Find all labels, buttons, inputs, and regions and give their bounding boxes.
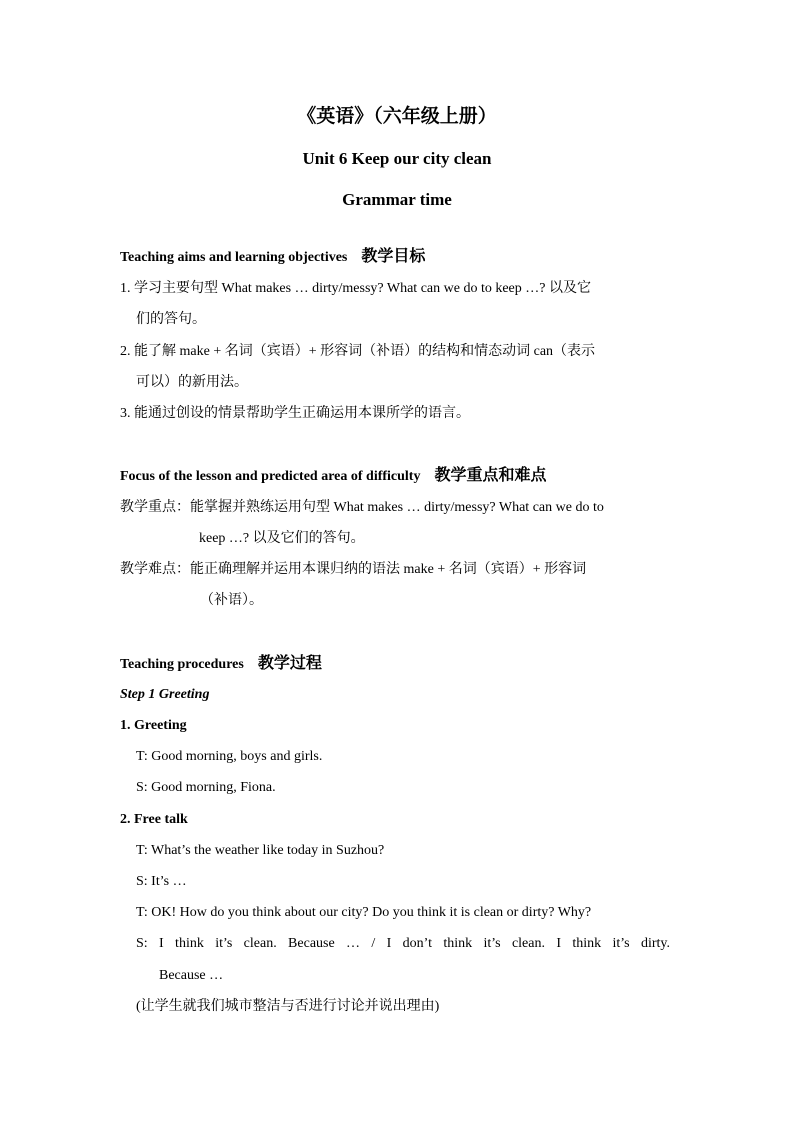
lesson-subtitle: Grammar time (342, 190, 452, 209)
sub-heading-free-talk: 2. Free talk (120, 812, 188, 827)
free-talk-student-line-2: S: I think it’s clean. Because … / I don’t think it’s clean. I think it’s dirty. (136, 936, 670, 951)
step-1-heading: Step 1 Greeting (120, 687, 210, 702)
aims-item-3: 3. 能通过创设的情景帮助学生正确运用本课所学的语言。 (120, 406, 470, 421)
discussion-note: (让学生就我们城市整洁与否进行讨论并说出理由) (136, 999, 440, 1014)
aims-heading-cn: 教学目标 (361, 248, 426, 265)
aims-item-2-line-2: 可以）的新用法。 (136, 375, 248, 390)
sub-heading-greeting: 1. Greeting (120, 718, 187, 733)
focus-heading (120, 466, 547, 487)
procedures-heading-cn: 教学过程 (257, 655, 322, 672)
focus-difficulty-line-1: 教学难点：能正确理解并运用本课归纳的语法 make + 名词（宾语）+ 形容词 (120, 562, 587, 577)
aims-heading (120, 247, 425, 268)
focus-heading-en: Focus of the lesson and predicted area of difficulty (120, 469, 421, 484)
aims-item-2-line-1: 2. 能了解 make + 名词（宾语）+ 形容词（补语）的结构和情态动词 can（表示 (120, 344, 596, 359)
aims-item-1-line-2: 们的答句。 (136, 312, 206, 327)
procedures-heading (120, 654, 322, 675)
procedures-heading-en: Teaching procedures (120, 657, 244, 672)
focus-key-line-2: keep …? 以及它们的答句。 (199, 531, 365, 546)
greeting-student-line: S: Good morning, Fiona. (136, 780, 276, 795)
focus-key-line-1: 教学重点：能掌握并熟练运用句型 What makes … dirty/messy? What can we do to (120, 500, 604, 515)
free-talk-teacher-line-1: T: What’s the weather like today in Suzhou? (136, 843, 385, 858)
document-title: 《英语》（六年级上册） (297, 106, 497, 127)
aims-heading-en: Teaching aims and learning objectives (120, 250, 348, 265)
aims-item-1-line-1: 1. 学习主要句型 What makes … dirty/messy? What can we do to keep …? 以及它 (120, 281, 591, 296)
focus-difficulty-line-2: （补语）。 (200, 593, 263, 608)
unit-title: Unit 6 Keep our city clean (302, 149, 492, 168)
free-talk-student-line-1: S: It’s … (136, 874, 187, 889)
free-talk-teacher-line-2: T: OK! How do you think about our city? Do you think it is clean or dirty? Why? (136, 905, 592, 920)
greeting-teacher-line: T: Good morning, boys and girls. (136, 749, 323, 764)
focus-heading-cn: 教学重点和难点 (434, 467, 547, 484)
free-talk-student-line-3: Because … (159, 968, 224, 983)
